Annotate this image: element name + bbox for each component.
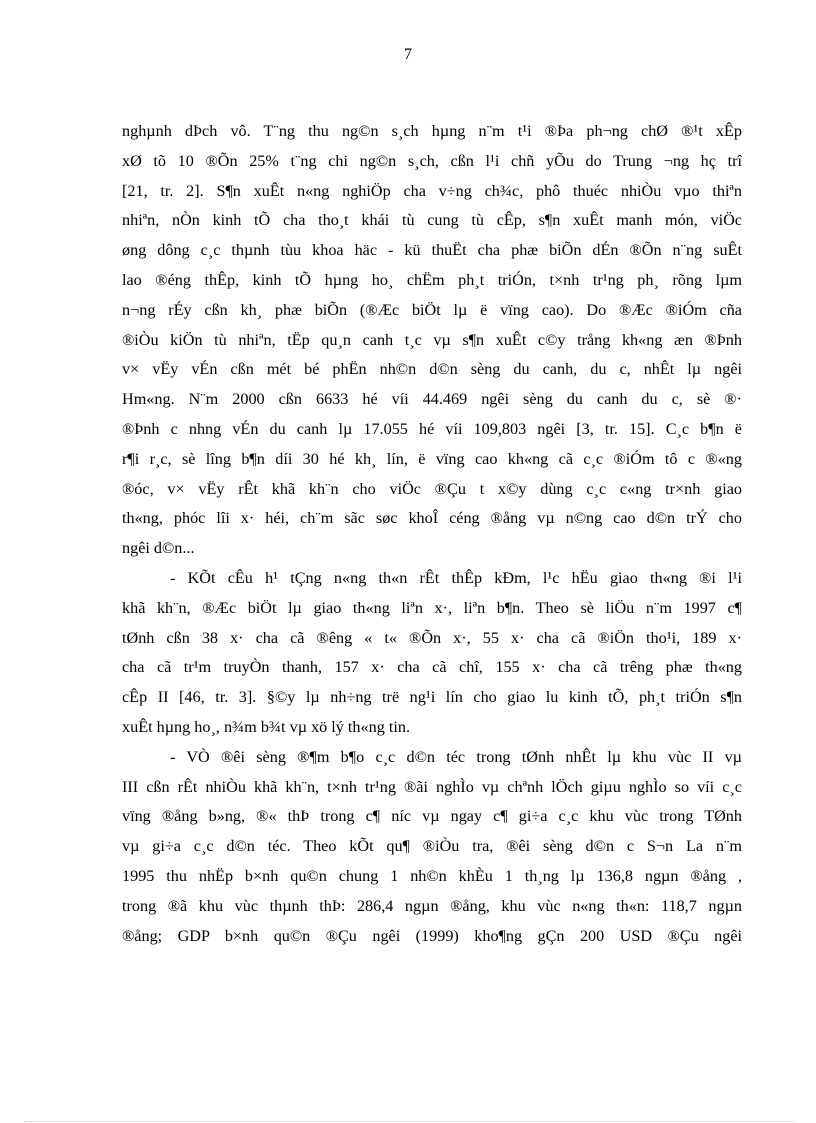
text-line: lao ®éng thÊp, kinh tÕ hµng ho¸ chËm ph¸t triÓn, t×nh tr¹ng ph¸ rõng lµm — [122, 270, 742, 289]
text-line: ®Þnh c nhng vÉn du canh lµ 17.055 hé víi 109,803 ngêi [3, tr. 15]. C¸c b¶n ë — [122, 419, 742, 438]
text-line: [21, tr. 2]. S¶n xuÊt n«ng nghiÖp cha v÷ng ch¾c, phô thuéc nhiÒu vµo thiªn — [122, 181, 742, 200]
text-line: r¶i r¸c, sè lîng b¶n díi 30 hé kh¸ lín, ë vïng cao kh«ng cã c¸c ®iÓm tô c ®«ng — [122, 449, 742, 468]
text-line: n¬ng rÉy cßn kh¸ phæ biÕn (®Æc biÖt lµ ë vïng cao). Do ®Æc ®iÓm cña — [122, 300, 742, 319]
text-line: ®ång; GDP b×nh qu©n ®Çu ngêi (1999) kho¶ng gÇn 200 USD ®Çu ngêi — [122, 926, 742, 945]
text-line: cha cã tr¹m truyÒn thanh, 157 x· cha cã chî, 155 x· cha cã trêng phæ th«ng — [122, 658, 742, 677]
text-line: v× vËy vÉn cßn mét bé phËn nh©n d©n sèng du canh, du c, nhÊt lµ ngêi — [122, 360, 742, 379]
text-line: khã kh¨n, ®Æc biÖt lµ giao th«ng liªn x·, liªn b¶n. Theo sè liÖu n¨m 1997 c¶ — [122, 598, 742, 617]
text-line: tØnh cßn 38 x· cha cã ®êng « t« ®Õn x·, 55 x· cha cã ®iÖn tho¹i, 189 x· — [122, 628, 742, 647]
text-line: III cßn rÊt nhiÒu khã kh¨n, t×nh tr¹ng ®ãi nghÌo vµ chªnh lÖch giµu nghÌo so víi c¸c — [122, 777, 742, 796]
text-line: - KÕt cÊu h¹ tÇng n«ng th«n rÊt thÊp kÐm, l¹c hËu giao th«ng ®i l¹i — [170, 568, 742, 587]
text-line: trong ®ã khu vùc thµnh thÞ: 286,4 ngµn ®ång, khu vùc n«ng th«n: 118,7 ngµn — [122, 896, 742, 915]
text-line: øng dông c¸c thµnh tùu khoa häc - kü thuËt cha phæ biÕn dÉn ®Õn n¨ng suÊt — [122, 241, 742, 260]
text-line: cÊp II [46, tr. 3]. §©y lµ nh÷ng trë ng¹i lín cho giao lu kinh tÕ, ph¸t triÓn s¶n — [122, 688, 742, 707]
text-line: ngêi d©n... — [122, 539, 195, 558]
text-line: 1995 thu nhËp b×nh qu©n chung 1 nh©n khÈu 1 th¸ng lµ 136,8 ngµn ®ång , — [122, 866, 742, 885]
body-text — [122, 117, 742, 951]
page-bottom-rule — [24, 1121, 794, 1122]
text-line: vïng ®ång b»ng, ®« thÞ trong c¶ níc vµ ngay c¶ gi÷a c¸c khu vùc trong TØnh — [122, 807, 742, 826]
text-line: vµ gi÷a c¸c d©n téc. Theo kÕt qu¶ ®iÒu tra, ®êi sèng d©n c S¬n La n¨m — [122, 837, 742, 856]
text-line: Hm«ng. N¨m 2000 cßn 6633 hé víi 44.469 ngêi sèng du canh du c, sè ®· — [122, 390, 742, 409]
text-line: th«ng, phóc lîi x· héi, ch¨m sãc søc khoÎ céng ®ång vµ n©ng cao d©n trÝ cho — [122, 509, 742, 528]
text-line: - VÒ ®êi sèng ®¶m b¶o c¸c d©n téc trong tØnh nhÊt lµ khu vùc II vµ — [170, 747, 742, 766]
text-line: nghµnh dÞch vô. T¨ng thu ng©n s¸ch hµng n¨m t¹i ®Þa ph¬ng chØ ®¹t xÊp — [122, 122, 742, 140]
text-line: ®iÒu kiÖn tù nhiªn, tËp qu¸n canh t¸c vµ s¶n xuÊt c©y trång kh«ng æn ®Þnh — [122, 330, 742, 349]
text-line: ®óc, v× vËy rÊt khã kh¨n cho viÖc ®Çu t x©y dùng c¸c c«ng tr×nh giao — [122, 479, 742, 498]
text-line: xØ tõ 10 ®Õn 25% t¨ng chi ng©n s¸ch, cßn l¹i chñ yÕu do Trung ¬ng hç trî — [122, 151, 742, 170]
text-line: nhiªn, nÒn kinh tÕ cha tho¸t khái tù cung tù cÊp, s¶n xuÊt manh món, viÖc — [122, 211, 742, 230]
text-line: xuÊt hµng ho¸, n¾m b¾t vµ xö lý th«ng tin. — [122, 717, 410, 736]
page-number: 7 — [404, 46, 412, 63]
